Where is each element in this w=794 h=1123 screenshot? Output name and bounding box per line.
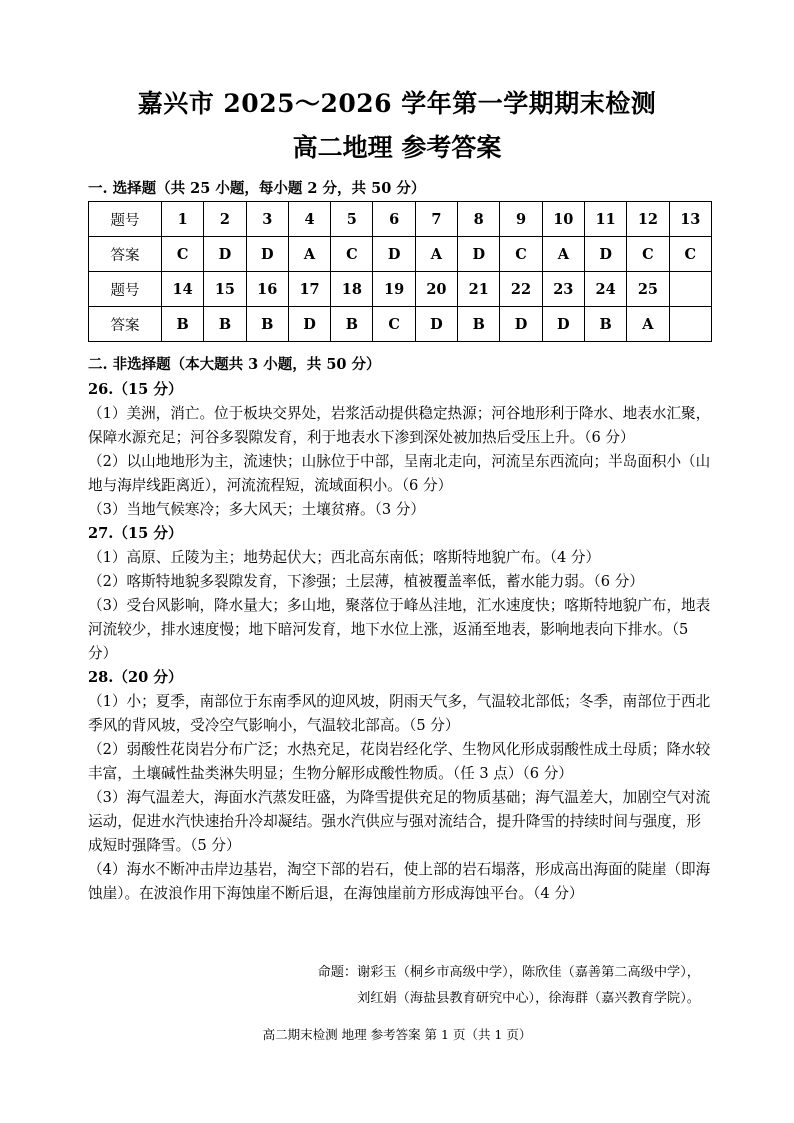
answer-cell: D [584,237,626,272]
question-number: 8 [458,202,500,237]
row-label: 答案 [89,237,162,272]
section-heading-nonchoice: 二. 非选择题（本大题共 3 小题，共 50 分） [88,356,381,373]
table-row-answers-1 [89,237,712,272]
answer-cell: A [415,237,457,272]
question-number: 24 [584,272,626,307]
answer-cell: C [500,237,542,272]
answer-cell: A [542,237,584,272]
question-number: 9 [500,202,542,237]
answer-28-4: （4）海水不断冲击岸边基岩，淘空下部的岩石，使上部的岩石塌落，形成高出海面的陡崖（即海蚀崖）。在波浪作用下海蚀崖不断后退，在海蚀崖前方形成海蚀平台。（4 分） [88,861,711,902]
author-credits [180,960,700,1012]
question-number: 18 [331,272,373,307]
answer-cell: B [458,307,500,342]
question-number: 16 [246,272,288,307]
question-number: 4 [288,202,330,237]
question-number: 25 [627,272,669,307]
answer-cell: C [669,237,711,272]
answer-cell: D [204,237,246,272]
answer-cell: C [373,307,415,342]
credits-line-2: 刘红娟（海盐县教育研究中心），徐海群（嘉兴教育学院）。 [357,991,700,1006]
row-label: 题号 [89,272,162,307]
question-header-27: 27.（15 分） [88,525,183,542]
credits-line-1: 命题：谢彩玉（桐乡市高级中学），陈欣佳（嘉善第二高级中学）， [317,965,700,980]
answer-27-1: （1）高原、丘陵为主；地势起伏大；西北高东南低；喀斯特地貌广布。（4 分） [88,549,601,566]
answer-cell: D [246,237,288,272]
answer-cell: B [162,307,204,342]
table-row-answers-2 [89,307,712,342]
answer-27-3: （3）受台风影响，降水量大；多山地，聚落位于峰丛洼地，汇水速度快；喀斯特地貌广布，地表河流较少，排水速度慢；地下暗河发育，地下水位上涨，返涌至地表，影响地表向下排水。（5 分） [88,597,711,662]
answer-27-2: （2）喀斯特地貌多裂隙发育，下渗强；土层薄，植被覆盖率低，蓄水能力弱。（6 分） [88,573,644,590]
question-number: 17 [288,272,330,307]
question-number: 14 [162,272,204,307]
page-subtitle: 高二地理 参考答案 [292,133,502,162]
answer-cell: B [584,307,626,342]
answer-cell: B [204,307,246,342]
question-number: 20 [415,272,457,307]
answer-cell [669,307,711,342]
table-row-numbers-2 [89,272,712,307]
answer-26-2: （2）以山地地形为主，流速快；山脉位于中部，呈南北走向，河流呈东西流向；半岛面积小（山地与海岸线距离近），河流流程短，流域面积小。（6 分） [88,453,711,494]
question-number: 23 [542,272,584,307]
question-number: 5 [331,202,373,237]
table-row-numbers-1 [89,202,712,237]
question-number: 15 [204,272,246,307]
question-number: 13 [669,202,711,237]
question-number: 6 [373,202,415,237]
answer-cell: C [331,237,373,272]
answer-cell: C [627,237,669,272]
question-number: 21 [458,272,500,307]
answer-cell: A [288,237,330,272]
question-header-28: 28.（20 分） [88,669,183,686]
question-header-26: 26.（15 分） [88,381,183,398]
answer-cell: D [415,307,457,342]
row-label: 答案 [89,307,162,342]
question-number: 7 [415,202,457,237]
question-number: 22 [500,272,542,307]
question-number [669,272,711,307]
question-number: 3 [246,202,288,237]
page-footer: 高二期末检测 地理 参考答案 第 1 页（共 1 页） [262,1027,532,1042]
question-number: 1 [162,202,204,237]
section-heading-choice: 一. 选择题（共 25 小题，每小题 2 分，共 50 分） [88,180,426,197]
answer-cell: B [331,307,373,342]
answer-cell: C [162,237,204,272]
answer-body [88,378,712,906]
answer-cell: D [458,237,500,272]
answer-cell: D [288,307,330,342]
answer-26-1: （1）美洲，消亡。位于板块交界处，岩浆活动提供稳定热源；河谷地形利于降水、地表水汇聚，保障水源充足；河谷多裂隙发育，利于地表水下渗到深处被加热后受压上升。（6 分） [88,405,711,446]
question-number: 10 [542,202,584,237]
answer-28-3: （3）海气温差大，海面水汽蒸发旺盛，为降雪提供充足的物质基础；海气温差大，加剧空气对流运动，促进水汽快速抬升冷却凝结。强水汽供应与强对流结合，提升降雪的持续时间与强度，形成短时强降雪。（5 分） [88,789,711,854]
answer-cell: A [627,307,669,342]
page-title: 嘉兴市 2025～2026 学年第一学期期末检测 [137,89,657,118]
answer-28-2: （2）弱酸性花岗岩分布广泛；水热充足，花岗岩经化学、生物风化形成弱酸性成土母质；降水较丰富，土壤碱性盐类淋失明显；生物分解形成酸性物质。（任 3 点）（6 分） [88,741,711,782]
answer-26-3: （3）当地气候寒冷；多大风天；土壤贫瘠。（3 分） [88,501,425,518]
row-label: 题号 [89,202,162,237]
answer-cell: D [500,307,542,342]
answer-28-1: （1）小；夏季，南部位于东南季风的迎风坡，阴雨天气多，气温较北部低；冬季，南部位于西北季风的背风坡，受冷空气影响小，气温较北部高。（5 分） [88,693,711,734]
answer-cell: D [542,307,584,342]
answer-table [88,201,712,342]
answer-cell: B [246,307,288,342]
question-number: 19 [373,272,415,307]
answer-cell: D [373,237,415,272]
question-number: 2 [204,202,246,237]
question-number: 12 [627,202,669,237]
question-number: 11 [584,202,626,237]
